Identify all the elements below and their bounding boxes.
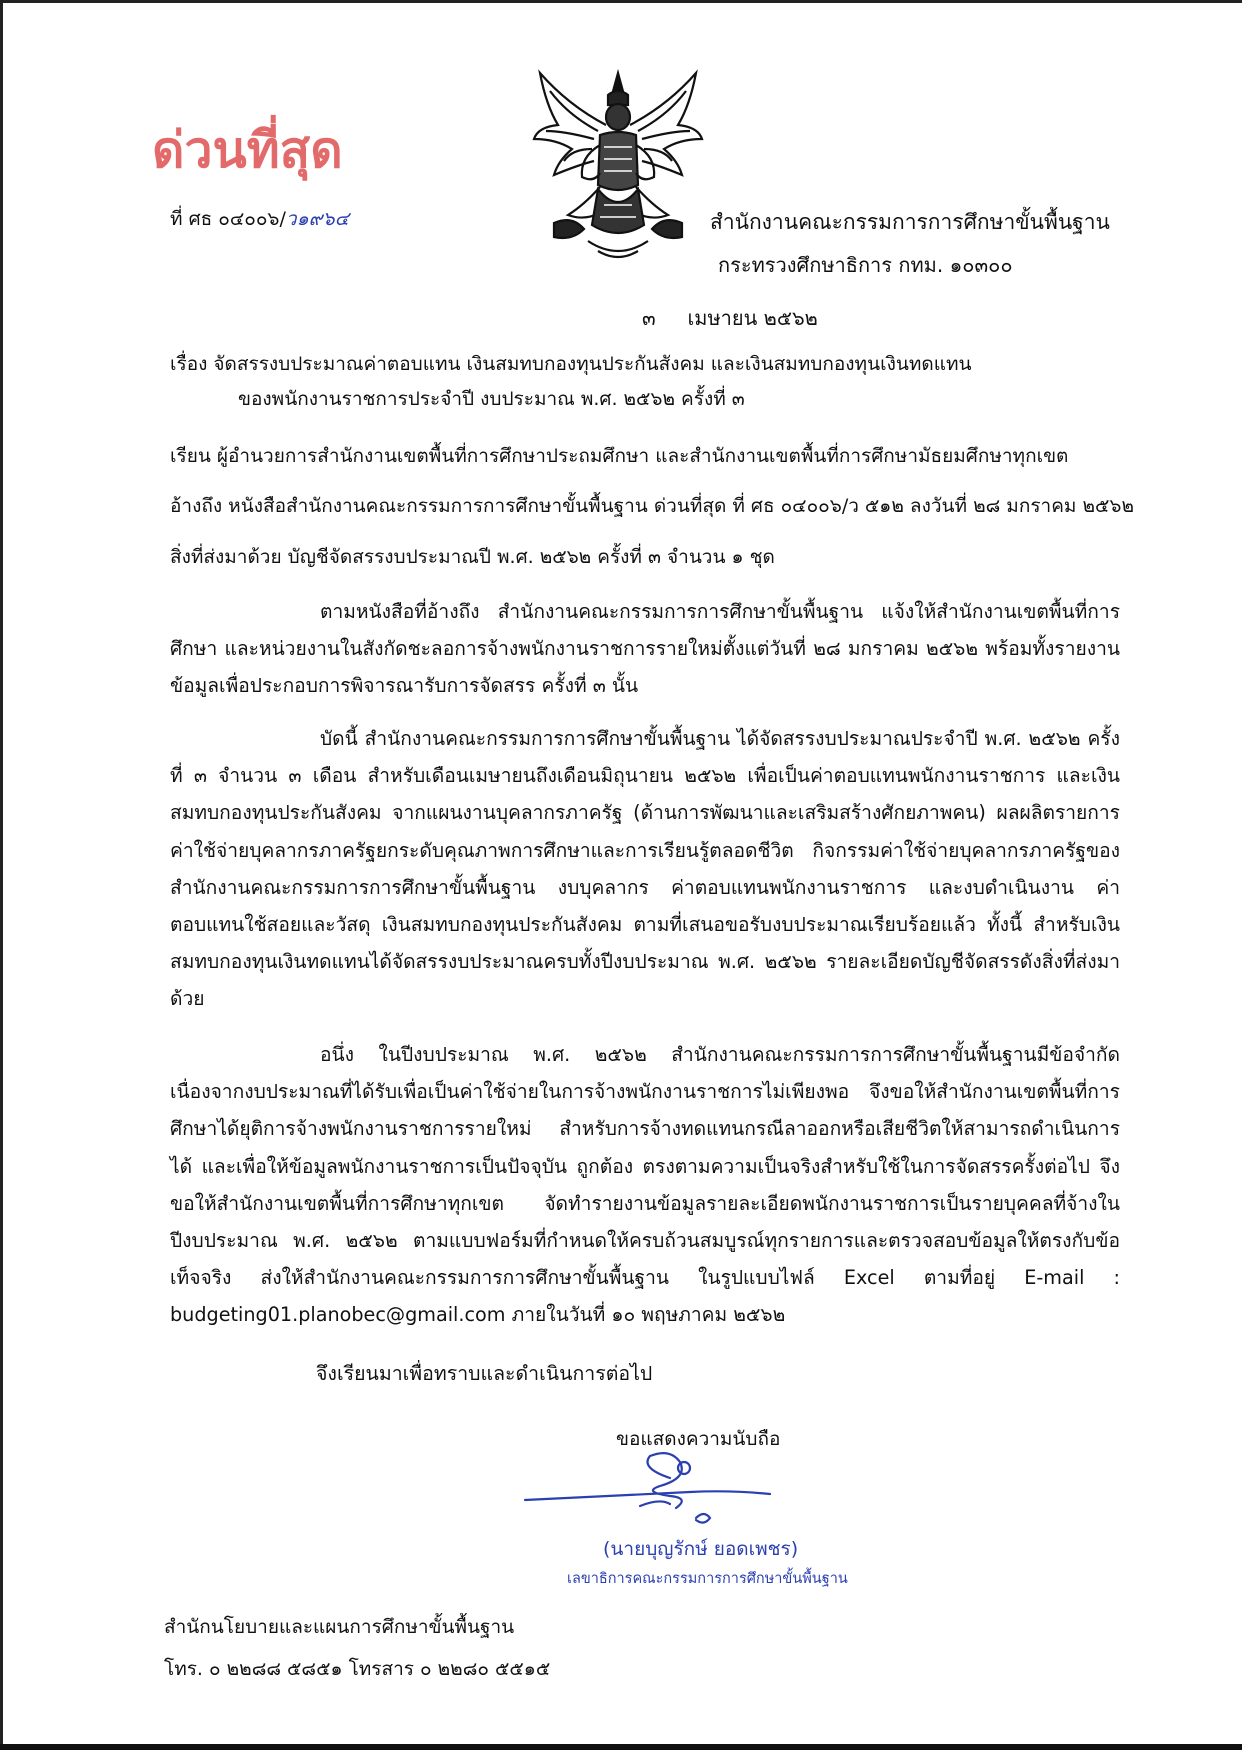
body-paragraph-3: อนึ่ง ในปีงบประมาณ พ.ศ. ๒๕๖๒ สำนักงานคณะกรรมการการศึกษาขั้นพื้นฐานมีข้อจำกัด เนื่องจากงบประมาณที่ได้รับเพื่อเป็นค่าใช้จ่ายในการจ้างพนักงานราชการไม่เพียงพอ จึงขอให้สำนักงานเขตพื้นที่การศึกษาได้ยุติการจ้างพนักงานราชการรายใหม่ สำหรับการจ้างทดแทนกรณีลาออกหรือเสียชีวิตให้สามารถดำเนินการได้ และเพื่อให้ข้อมูลพนักงานราชการเป็นปัจจุบัน ถูกต้อง ตรงตามความเป็นจริงสำหรับใช้ในการจัดสรรครั้งต่อไป จึงขอให้สำนักงานเขตพื้นที่การศึกษาทุกเขต จัดทำรายงานข้อมูลรายละเอียดพนักงานราชการเป็นรายบุคคลที่จ้างในปีงบประมาณ พ.ศ. ๒๕๖๒ ตามแบบฟอร์มที่กำหนดให้ครบถ้วนสมบูรณ์ทุกรายการและตรวจสอบข้อมูลให้ตรงกับข้อเท็จจริง ส่งให้สำนักงานคณะกรรมการการศึกษาขั้นพื้นฐาน ในรูปแบบไฟล์ Excel ตามที่อยู่ E-mail : budgeting01.planobec@gmail.com ภายในวันที่ ๑๐ พฤษภาคม ๒๕๖๒ <box>170 1043 1120 1327</box>
reference-prefix: ที่ ศธ ๐๔๐๐๖/ <box>170 208 286 230</box>
letter-date <box>642 308 818 328</box>
subject-line-2: ของพนักงานราชการประจำปี งบประมาณ พ.ศ. ๒๕๖๒ ครั้งที่ ๓ <box>238 388 745 410</box>
signer-name: (นายบุญรักษ์ ยอดเพชร) <box>603 1538 799 1560</box>
date-month-year: เมษายน ๒๕๖๒ <box>687 306 818 330</box>
reference: อ้างถึง หนังสือสำนักงานคณะกรรมการการศึกษาขั้นพื้นฐาน ด่วนที่สุด ที่ ศธ ๐๔๐๐๖/ว ๕๑๒ ลงวันที่ ๒๘ มกราคม ๒๕๖๒ <box>170 495 1134 517</box>
body-paragraph-2: บัดนี้ สำนักงานคณะกรรมการการศึกษาขั้นพื้นฐาน ได้จัดสรรงบประมาณประจำปี พ.ศ. ๒๕๖๒ ครั้งที่ ๓ จำนวน ๓ เดือน สำหรับเดือนเมษายนถึงเดือนมิถุนายน ๒๕๖๒ เพื่อเป็นค่าตอบแทนพนักงานราชการ และเงินสมทบกองทุนประกันสังคม จากแผนงานบุคลากรภาครัฐ (ด้านการพัฒนาและเสริมสร้างศักยภาพคน) ผลผลิตรายการค่าใช้จ่ายบุคลากรภาครัฐยกระดับคุณภาพการศึกษาและการเรียนรู้ตลอดชีวิต กิจกรรมค่าใช้จ่ายบุคลากรภาครัฐของสำนักงานคณะกรรมการการศึกษาขั้นพื้นฐาน งบบุคลากร ค่าตอบแทนพนักงานราชการ และงบดำเนินงาน ค่าตอบแทนใช้สอยและวัสดุ เงินสมทบกองทุนประกันสังคม ตามที่เสนอขอรับงบประมาณเรียบร้อยแล้ว ทั้งนี้ สำหรับเงินสมทบกองทุนเงินทดแทนได้จัดสรรงบประมาณครบทั้งปีงบประมาณ พ.ศ. ๒๕๖๒ รายละเอียดบัญชีจัดสรรดังสิ่งที่ส่งมาด้วย <box>170 727 1120 1011</box>
handwritten-signature-icon <box>520 1448 780 1538</box>
reference-number <box>170 210 349 229</box>
footer-division: สำนักนโยบายและแผนการศึกษาขั้นพื้นฐาน <box>164 1616 515 1638</box>
scan-edge-left <box>0 0 3 1750</box>
scan-edge-bottom <box>0 1744 1242 1750</box>
ministry-address: กระทรวงศึกษาธิการ กทม. ๑๐๓๐๐ <box>718 253 1013 277</box>
reference-handwritten-number: ว๑๙๖๔ <box>285 208 349 230</box>
garuda-emblem-icon <box>528 65 708 265</box>
date-day: ๓ <box>642 306 656 330</box>
enclosure: สิ่งที่ส่งมาด้วย บัญชีจัดสรรงบประมาณปี พ.ศ. ๒๕๖๒ ครั้งที่ ๓ จำนวน ๑ ชุด <box>170 546 775 568</box>
respect-line: ขอแสดงความนับถือ <box>616 1428 781 1450</box>
scan-edge-top <box>0 0 1242 3</box>
subject-line-1: เรื่อง จัดสรรงบประมาณค่าตอบแทน เงินสมทบกองทุนประกันสังคม และเงินสมทบกองทุนเงินทดแทน <box>170 353 972 375</box>
footer-phone: โทร. ๐ ๒๒๘๘ ๕๘๕๑ โทรสาร ๐ ๒๒๘๐ ๕๕๑๕ <box>164 1658 551 1680</box>
signer-title: เลขาธิการคณะกรรมการการศึกษาขั้นพื้นฐาน <box>567 1571 848 1587</box>
addressee: เรียน ผู้อำนวยการสำนักงานเขตพื้นที่การศึกษาประถมศึกษา และสำนักงานเขตพื้นที่การศึกษามัธยมศึกษาทุกเขต <box>170 445 1069 467</box>
urgency-stamp: ด่วนที่สุด <box>152 121 343 179</box>
issuing-office: สำนักงานคณะกรรมการการศึกษาขั้นพื้นฐาน <box>710 210 1110 234</box>
body-paragraph-1: ตามหนังสือที่อ้างถึง สำนักงานคณะกรรมการการศึกษาขั้นพื้นฐาน แจ้งให้สำนักงานเขตพื้นที่การศึกษา และหน่วยงานในสังกัดชะลอการจ้างพนักงานราชการรายใหม่ตั้งแต่วันที่ ๒๘ มกราคม ๒๕๖๒ พร้อมทั้งรายงานข้อมูลเพื่อประกอบการพิจารณารับการจัดสรร ครั้งที่ ๓ นั้น <box>170 600 1120 698</box>
closing-line: จึงเรียนมาเพื่อทราบและดำเนินการต่อไป <box>316 1362 653 1385</box>
